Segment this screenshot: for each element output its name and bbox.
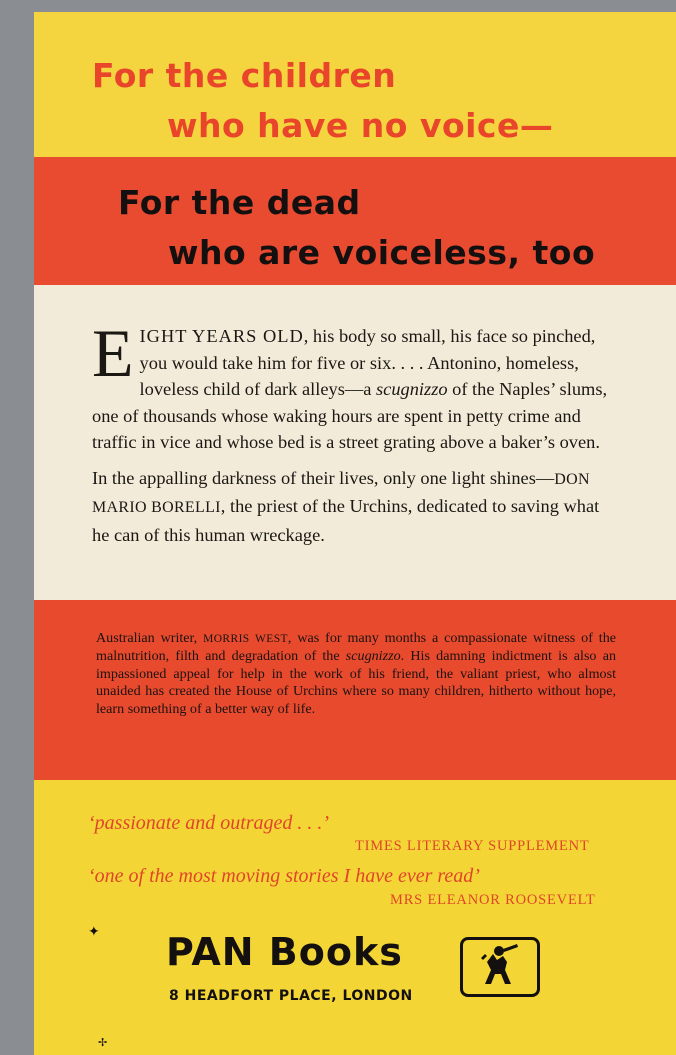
print-speck: ✢: [98, 1036, 108, 1049]
drop-cap: E: [92, 315, 134, 391]
review-source-2: MRS ELEANOR ROOSEVELT: [390, 892, 596, 908]
headline-line-2: who have no voice—: [167, 106, 554, 145]
priest-name: DON MARIO BORELLI: [92, 470, 590, 516]
headline-line-4: who are voiceless, too: [168, 233, 596, 272]
print-speck: ✦: [88, 924, 100, 940]
headline-line-3: For the dead: [118, 183, 361, 222]
review-quote-1: ‘passionate and outraged . . .’: [88, 812, 330, 834]
about-panel: [34, 600, 676, 780]
pan-piper-logo-icon: [460, 937, 540, 997]
pan-piper-figure: [463, 940, 537, 994]
review-quote-2: ‘one of the most moving stories I have ever read’: [88, 865, 480, 887]
top-red-band: [34, 157, 676, 285]
synopsis-text: [92, 315, 610, 557]
synopsis-paragraph-2: In the appalling darkness of their lives, only one light shines—DON MARIO BORELLI, the priest of the Urchins, dedicated to saving what he can of this human wreckage.: [92, 467, 600, 545]
synopsis-lead: IGHT YEARS OLD: [139, 326, 304, 346]
about-text: Australian writer, MORRIS WEST, was for many months a compassionate witness of the malnutrition, filth and degradation of the scugnizzo. His damning indictment is also an impassioned appeal for help in the work of his friend, the valiant priest, who almost unaided has created the House of Urchins where so many children, hitherto without hope, learn something of a better way of life.: [96, 630, 617, 717]
synopsis-panel: [34, 285, 676, 600]
top-yellow-band: [34, 12, 676, 157]
synopsis-paragraph-1: EIGHT YEARS OLD, his body so small, his face so pinched, you would take him for five or six. . . . Antonino, homeless, loveless child of dark alleys—a scugnizzo of the Naples’ slums, one of thousands whose waking hours are spent in petty crime and traffic in vice and whose bed is a street grating above a baker’s oven.: [92, 315, 608, 452]
author-name: MORRIS WEST: [203, 633, 288, 645]
back-cover: [34, 12, 676, 1055]
review-source-1: TIMES LITERARY SUPPLEMENT: [355, 838, 590, 854]
publisher-address: 8 HEADFORT PLACE, LONDON: [169, 988, 413, 1004]
headline-line-1: For the children: [92, 56, 397, 95]
publisher-name: PAN Books: [166, 930, 403, 974]
